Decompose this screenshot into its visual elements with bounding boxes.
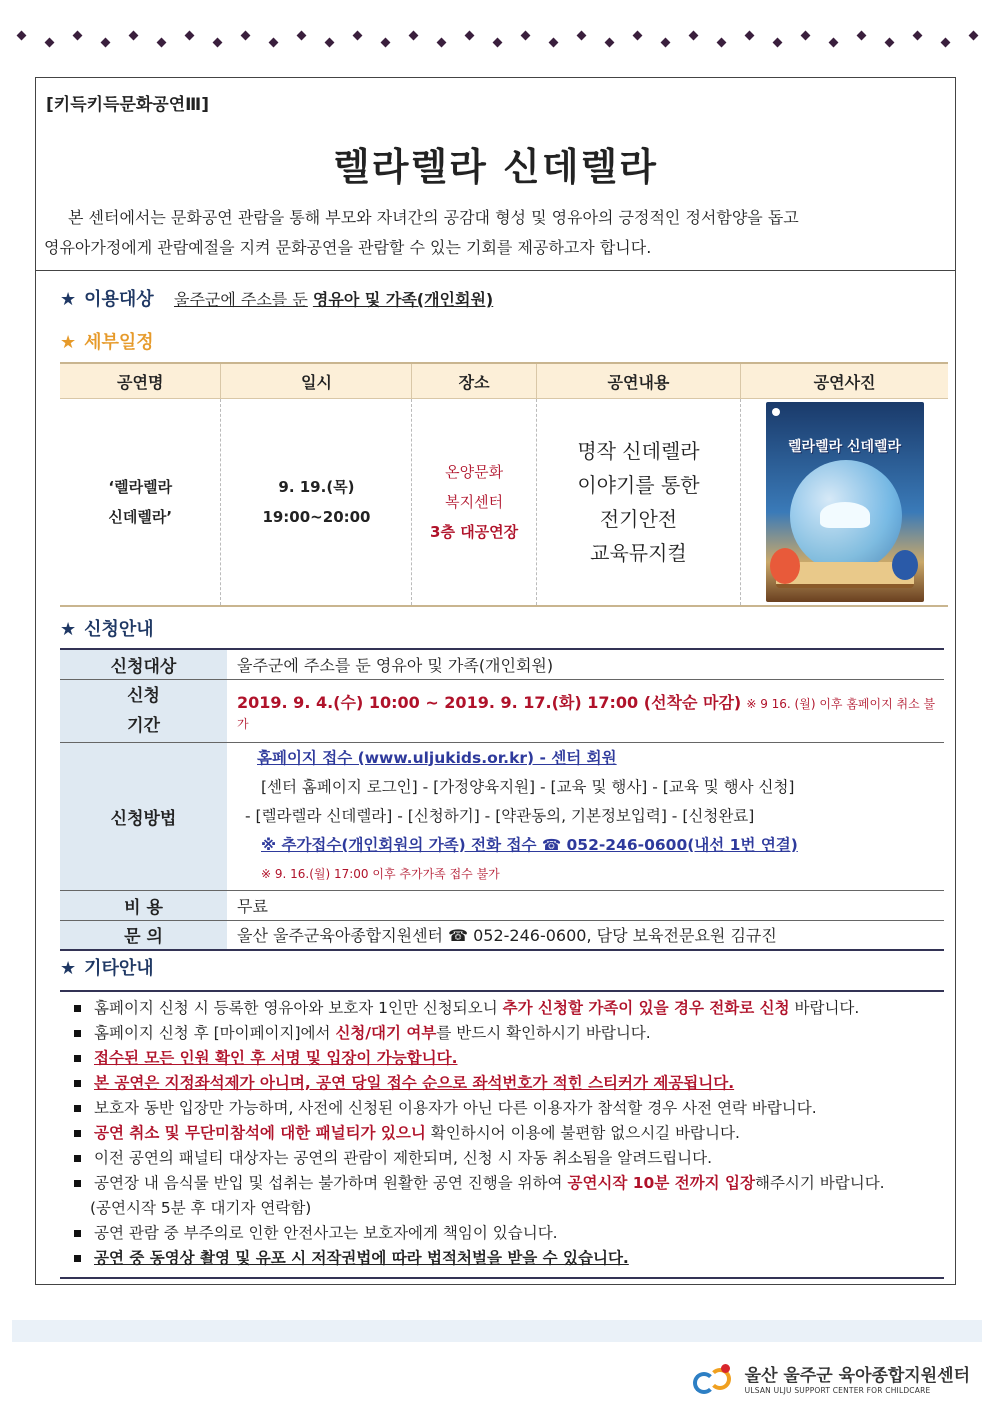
list-item: 홈페이지 신청 시 등록한 영유아와 보호자 1인만 신청되오니 추가 신청할 가족이 있을 경우 전화로 신청 바랍니다.	[60, 996, 944, 1021]
center-name-english: ULSAN ULJU SUPPORT CENTER FOR CHILDCARE	[744, 1385, 931, 1395]
diamond-dot-icon	[157, 38, 167, 48]
diamond-dot-icon	[101, 38, 111, 48]
table-row	[60, 649, 944, 679]
section-label: 세부일정	[84, 332, 154, 353]
intro-line: 영유아가정에게 관람예절을 지켜 문화공연을 관람할 수 있는 기회를 제공하고자 합니다.	[44, 238, 652, 257]
column-header: 일시	[221, 363, 412, 399]
list-item: 홈페이지 신청 후 [마이페이지]에서 신청/대기 여부를 반드시 확인하시기 바랍니다.	[60, 1021, 944, 1046]
row-value	[227, 679, 944, 742]
list-item: 본 공연은 지정좌석제가 아니며, 공연 당일 접수 순으로 좌석번호가 적힌 스티커가 제공됩니다.	[60, 1071, 944, 1096]
apply-info-table	[60, 648, 944, 951]
show-name-cell: ‘렐라렐라 신데렐라’	[60, 399, 221, 607]
diamond-dot-icon	[577, 31, 587, 41]
section-label: 이용대상	[84, 289, 154, 310]
date-cell: 9. 19.(목) 19:00~20:00	[221, 399, 412, 607]
diamond-dot-icon	[409, 31, 419, 41]
list-item: 이전 공연의 패널티 대상자는 공연의 관람이 제한되며, 신청 시 자동 취소됨을 알려드립니다.	[60, 1146, 944, 1171]
show-poster-image	[766, 402, 924, 602]
table-row	[60, 742, 944, 890]
row-key: 신청 기간	[60, 679, 227, 742]
phone-apply-info: ※ 추가접수(개인회원의 가족) 전화 접수 ☎ 052-246-0600(내선 1번 연결)	[261, 835, 798, 854]
footer-logo	[693, 1360, 970, 1400]
star-icon: ★	[60, 332, 77, 353]
diamond-dot-icon	[213, 38, 223, 48]
star-icon: ★	[60, 289, 77, 310]
diamond-dot-icon	[745, 31, 755, 41]
schedule-table	[60, 362, 948, 607]
list-item: 공연장 내 음식물 반입 및 섭취는 불가하며 원활한 공연 진행을 위하여 공연시작 10분 전까지 입장해주시기 바랍니다.	[60, 1171, 944, 1196]
diamond-dot-icon	[437, 38, 447, 48]
event-series-tag: [키득키득문화공연Ⅲ]	[46, 95, 209, 115]
row-value: 홈페이지 접수 (www.uljukids.or.kr) - 센터 회원 [센터 홈페이지 로그인] - [가정양육지원] - [교육 및 행사] - [교육 및 행사 신청] - [렐라렐라 신데렐라] - [신청하기] - [약관동의, 기본정보입력] - [신청완료] ※ 추가접수(개인회원의 가족) 전화 접수 ☎ 052-246-0600(내선 1번 연결) ※ 9. 16.(월) 17:00 이후 추가가족 접수 불가	[227, 742, 944, 890]
diamond-dot-icon	[17, 31, 27, 41]
row-value: 울산 울주군육아종합지원센터 ☎ 052-246-0600, 담당 보육전문요원 김규진	[227, 920, 944, 950]
diamond-dot-icon	[885, 38, 895, 48]
star-icon: ★	[60, 958, 77, 979]
star-icon: ★	[60, 619, 77, 640]
diamond-dot-icon	[185, 31, 195, 41]
column-header: 공연사진	[741, 363, 948, 399]
character-icon	[770, 548, 800, 584]
row-value: 무료	[227, 890, 944, 920]
diamond-dot-icon	[717, 38, 727, 48]
diamond-dot-icon	[129, 31, 139, 41]
diamond-dot-icon	[381, 38, 391, 48]
table-row	[60, 679, 944, 742]
list-item: 공연 중 동영상 촬영 및 유포 시 저작권법에 따라 법적처벌을 받을 수 있습니다.	[60, 1246, 944, 1271]
poster-title: 렐라렐라 신데렐라	[788, 439, 902, 455]
diamond-dot-icon	[857, 31, 867, 41]
page-title: 렐라렐라 신데렐라	[333, 145, 658, 189]
apply-period-note: ※ 9 16. (월) 이후 홈페이지 취소 불가	[237, 696, 936, 731]
poster-logo-icon	[772, 408, 780, 416]
row-value: 울주군에 주소를 둔 영유아 및 가족(개인회원)	[227, 649, 944, 679]
list-item: (공연시작 5분 후 대기자 연락함)	[90, 1199, 312, 1217]
diamond-dot-icon	[605, 38, 615, 48]
diamond-dot-icon	[689, 31, 699, 41]
diamond-dot-icon	[325, 38, 335, 48]
diamond-dot-icon	[941, 38, 951, 48]
table-row	[60, 399, 948, 607]
footer-band	[12, 1320, 982, 1342]
apply-period: 2019. 9. 4.(수) 10:00 ~ 2019. 9. 17.(화) 17:00 (선착순 마감)	[237, 692, 742, 712]
center-logo-icon	[693, 1364, 737, 1396]
glass-slipper-icon	[820, 502, 870, 528]
content-cell: 명작 신데렐라 이야기를 통한 전기안전 교육뮤지컬	[536, 399, 740, 607]
homepage-link[interactable]: 홈페이지 접수 (www.uljukids.or.kr) - 센터 회원	[257, 748, 617, 767]
intro-text	[44, 203, 947, 263]
intro-line: 본 센터에서는 문화공연 관람을 통해 부모와 자녀간의 공감대 형성 및 영유아의 긍정적인 정서함양을 돕고	[68, 208, 799, 227]
table-row	[60, 890, 944, 920]
photo-cell	[741, 399, 948, 607]
diamond-dot-icon	[297, 31, 307, 41]
table-row	[60, 920, 944, 950]
section-label: 신청안내	[84, 619, 154, 640]
column-header: 공연명	[60, 363, 221, 399]
section-target	[60, 285, 493, 311]
section-etc	[60, 954, 154, 980]
schedule-header-row	[60, 363, 948, 399]
diamond-dot-icon	[549, 38, 559, 48]
diamond-dot-icon	[969, 31, 979, 41]
row-key: 문 의	[60, 920, 227, 950]
character-icon	[892, 550, 918, 580]
section-apply	[60, 615, 154, 641]
decorative-dot-border	[0, 32, 992, 46]
list-item: 접수된 모든 인원 확인 후 서명 및 입장이 가능합니다.	[60, 1046, 944, 1071]
header-divider	[36, 270, 955, 271]
section-schedule	[60, 328, 154, 354]
diamond-dot-icon	[633, 31, 643, 41]
row-key: 비 용	[60, 890, 227, 920]
diamond-dot-icon	[269, 38, 279, 48]
diamond-dot-icon	[773, 38, 783, 48]
diamond-dot-icon	[913, 31, 923, 41]
diamond-dot-icon	[73, 31, 83, 41]
diamond-dot-icon	[829, 38, 839, 48]
column-header: 공연내용	[536, 363, 740, 399]
diamond-dot-icon	[801, 31, 811, 41]
diamond-dot-icon	[465, 31, 475, 41]
row-key: 신청방법	[60, 742, 227, 890]
diamond-dot-icon	[521, 31, 531, 41]
diamond-dot-icon	[661, 38, 671, 48]
list-item: 공연 취소 및 무단미참석에 대한 패널티가 있으니 확인하시어 이용에 불편함 없으시길 바랍니다.	[60, 1121, 944, 1146]
list-item: 공연 관람 중 부주의로 인한 안전사고는 보호자에게 책임이 있습니다.	[60, 1221, 944, 1246]
diamond-dot-icon	[241, 31, 251, 41]
diamond-dot-icon	[493, 38, 503, 48]
diamond-dot-icon	[353, 31, 363, 41]
list-item: 보호자 동반 입장만 가능하며, 사전에 신청된 이용자가 아닌 다른 이용자가 참석할 경우 사전 연락 바랍니다.	[60, 1096, 944, 1121]
etc-notice-list	[60, 990, 944, 1279]
center-name: 울산 울주군 육아종합지원센터	[744, 1365, 970, 1386]
section-label: 기타안내	[84, 958, 154, 979]
target-value: 울주군에 주소를 둔 영유아 및 가족(개인회원)	[173, 290, 494, 309]
row-key: 신청대상	[60, 649, 227, 679]
diamond-dot-icon	[45, 38, 55, 48]
column-header: 장소	[412, 363, 536, 399]
place-cell: 온양문화 복지센터 3층 대공연장	[412, 399, 536, 607]
